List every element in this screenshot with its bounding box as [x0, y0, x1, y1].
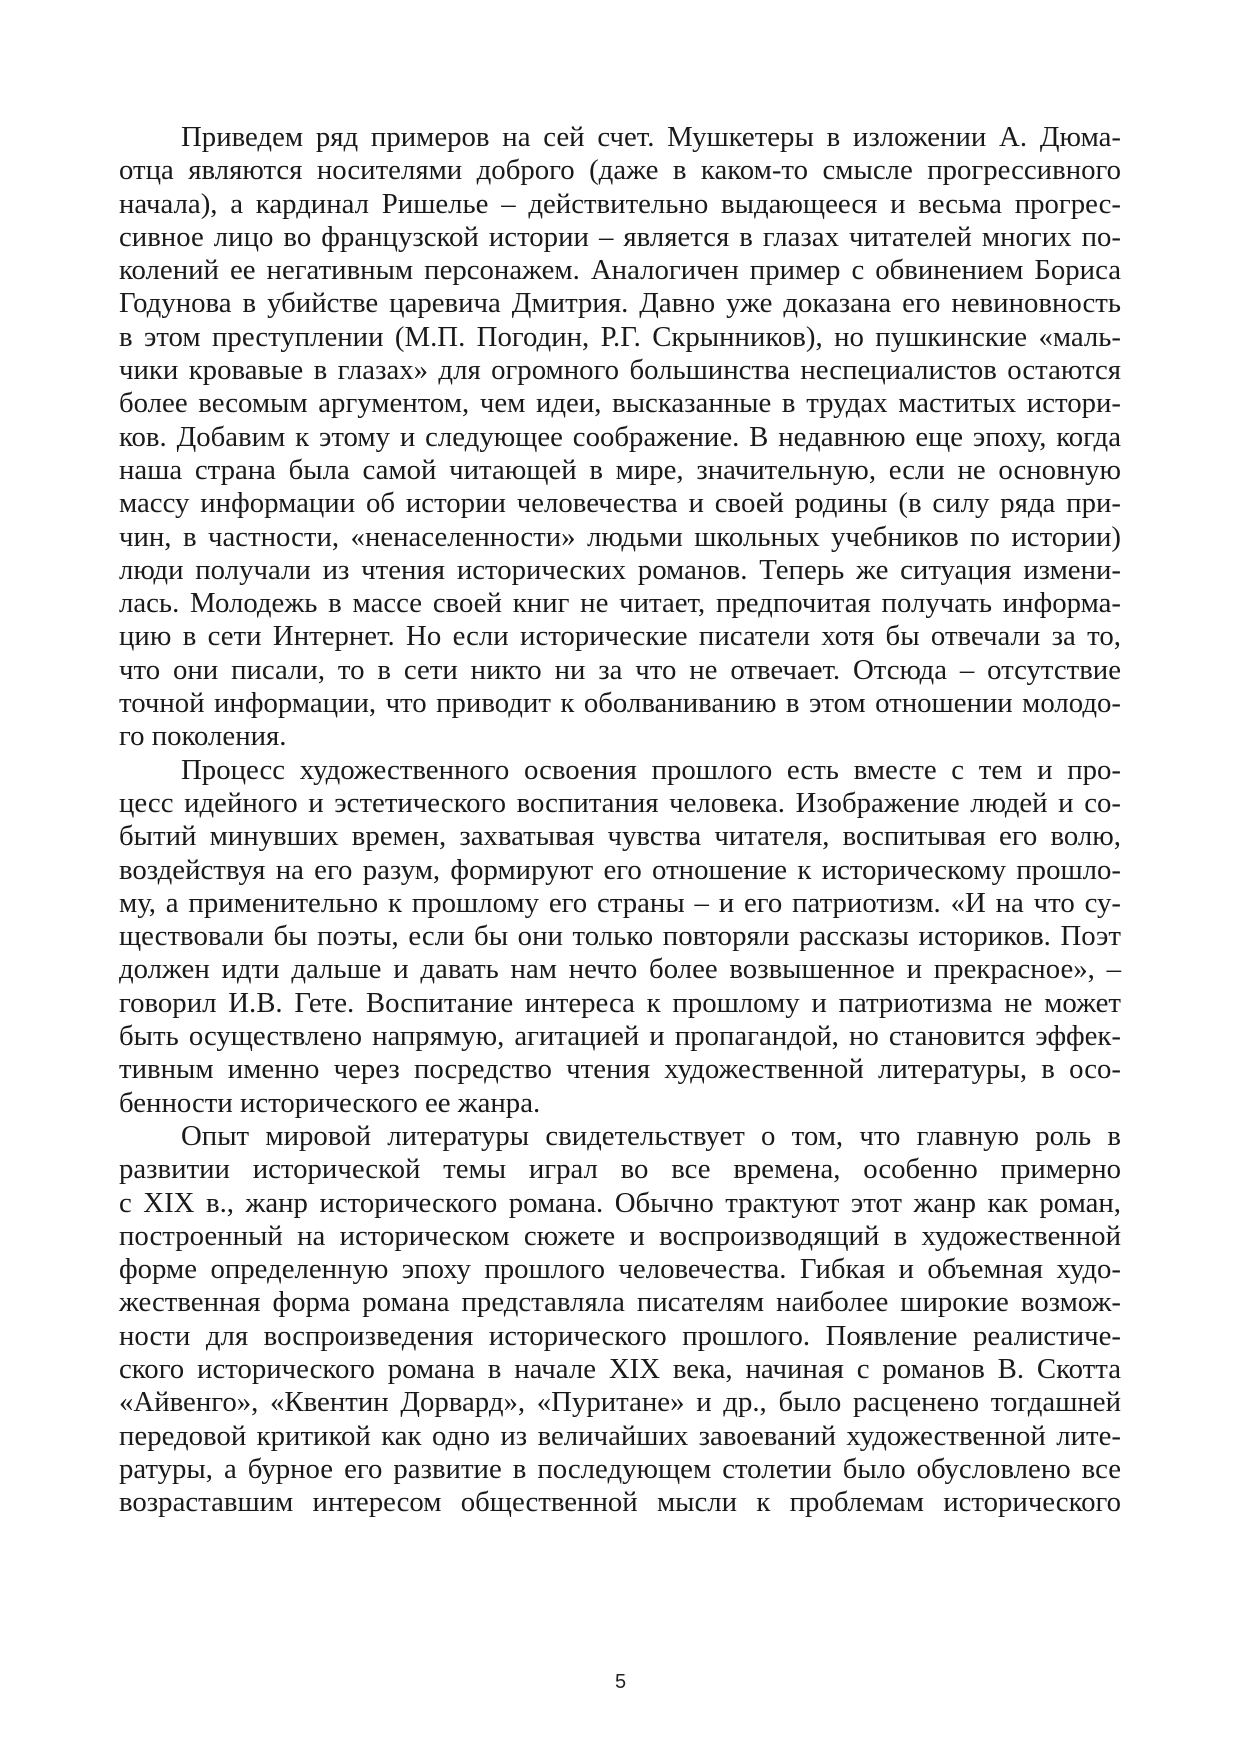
text-line: Опыт мировой литературы свидетельствует о том, что главную роль в	[181, 1119, 1121, 1152]
text-line: ществовали бы поэты, если бы они только повторяли рассказы историков. Поэт	[119, 920, 1121, 953]
text-line: Процесс художественного освоения прошлого есть вместе с тем и про-	[181, 753, 1121, 786]
text-line: с XIX в., жанр исторического романа. Обычно трактуют этот жанр как роман,	[119, 1186, 1121, 1219]
paragraph-3	[119, 1120, 1121, 1520]
text-line: тивным именно через посредство чтения художественной литературы, в осо-	[119, 1053, 1121, 1086]
text-line: чики кровавые в глазах» для огромного большинства неспециалистов остаются	[119, 354, 1121, 387]
text-line: ков. Добавим к этому и следующее соображение. В недавнюю еще эпоху, когда	[119, 420, 1121, 453]
text-line: что они писали, то в сети никто ни за что не отвечает. Отсюда – отсутствие	[119, 653, 1121, 686]
text-line: жественная форма романа представляла писателям наиболее широкие возмож-	[119, 1286, 1121, 1319]
text-line: ского исторического романа в начале XIX века, начиная с романов В. Скотта	[119, 1352, 1121, 1385]
text-line: передовой критикой как одно из величайших завоеваний художественной лите-	[119, 1419, 1121, 1452]
text-line: люди получали из чтения исторических романов. Теперь же ситуация измени-	[119, 553, 1121, 586]
text-line: возраставшим интересом общественной мысли к проблемам исторического	[119, 1486, 1121, 1519]
body-text	[119, 121, 1121, 1519]
text-line: начала), а кардинал Ришелье – действительно выдающееся и весьма прогрес-	[119, 187, 1121, 220]
text-line: быть осуществлено напрямую, агитацией и пропагандой, но становится эффек-	[119, 1020, 1121, 1053]
text-line: лась. Молодежь в массе своей книг не читает, предпочитая получать информа-	[119, 587, 1121, 620]
text-line: Приведем ряд примеров на сей счет. Мушкетеры в изложении А. Дюма-	[181, 121, 1121, 153]
text-line: Годунова в убийстве царевича Дмитрия. Давно уже доказана его невиновность	[119, 287, 1121, 320]
text-line: цию в сети Интернет. Но если исторические писатели хотя бы отвечали за то,	[119, 620, 1121, 653]
text-line: наша страна была самой читающей в мире, значительную, если не основную	[119, 453, 1121, 486]
text-line: более весомым аргументом, чем идеи, высказанные в трудах маститых истори-	[119, 387, 1121, 420]
text-line: массу информации об истории человечества и своей родины (в силу ряда при-	[119, 487, 1121, 520]
text-line: ратуры, а бурное его развитие в последующем столетии было обусловлено все	[119, 1452, 1121, 1485]
text-line: построенный на историческом сюжете и воспроизводящий в художественной	[119, 1219, 1121, 1252]
text-line: форме определенную эпоху прошлого человечества. Гибкая и объемная худо-	[119, 1253, 1121, 1286]
text-line: бытий минувших времен, захватывая чувства читателя, воспитывая его волю,	[119, 820, 1121, 853]
text-line: му, а применительно к прошлому его страны – и его патриотизм. «И на что су-	[119, 886, 1121, 919]
paragraph-2	[119, 754, 1121, 1120]
text-line: точной информации, что приводит к оболваниванию в этом отношении молодо-	[119, 687, 1121, 720]
text-line: чин, в частности, «ненаселенности» людьми школьных учебников по истории)	[119, 520, 1121, 553]
page-number: 5	[614, 1671, 627, 1693]
text-line: должен идти дальше и давать нам нечто более возвышенное и прекрасное», –	[119, 953, 1121, 986]
paragraph-1	[119, 121, 1121, 754]
text-line: развитии исторической темы играл во все времена, особенно примерно	[119, 1153, 1121, 1186]
text-line: воздействуя на его разум, формируют его отношение к историческому прошло-	[119, 853, 1121, 886]
text-line: бенности исторического ее жанра.	[119, 1086, 541, 1119]
text-line: ности для воспроизведения исторического прошлого. Появление реалистиче-	[119, 1319, 1121, 1352]
text-line: сивное лицо во французской истории – является в глазах читателей многих по-	[119, 220, 1121, 253]
text-line: отца являются носителями доброго (даже в каком-то смысле прогрессивного	[119, 154, 1121, 187]
text-line: цесс идейного и эстетического воспитания человека. Изображение людей и со-	[119, 786, 1121, 819]
text-line: в этом преступлении (М.П. Погодин, Р.Г. Скрынников), но пушкинские «маль-	[119, 320, 1121, 353]
text-line: говорил И.В. Гете. Воспитание интереса к прошлому и патриотизма не может	[119, 986, 1121, 1019]
text-line: «Айвенго», «Квентин Дорвард», «Пуритане» и др., было расценено тогдашней	[119, 1386, 1121, 1419]
text-line: го поколения.	[119, 720, 287, 753]
text-line: колений ее негативным персонажем. Аналогичен пример с обвинением Бориса	[119, 254, 1121, 287]
